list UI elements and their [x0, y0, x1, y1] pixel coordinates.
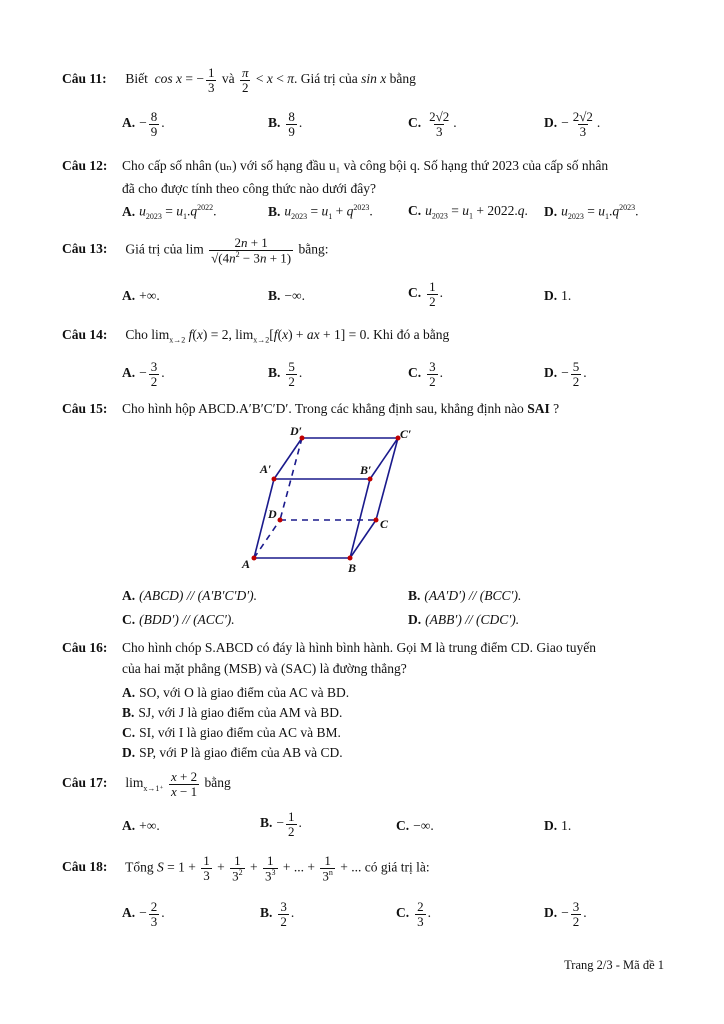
q12-option-d[interactable]: D. $u_{2023} = u_1.q^{2023}$. [544, 203, 639, 222]
q15-option-c[interactable]: C. (BDD′) // (ACC′). [122, 612, 235, 627]
q13-option-c[interactable]: C. $\frac{1}{2}$ . [408, 279, 443, 309]
q11-option-d[interactable]: D. − $\frac{2√2}{3}$ . [544, 109, 601, 139]
edge-ad [254, 520, 280, 558]
label-d1: D′ [290, 424, 303, 438]
edge-b1b [350, 479, 370, 558]
label-b: B [348, 561, 357, 575]
q18-option-b[interactable]: B. $\frac{3}{2}$ . [260, 899, 295, 929]
edge-c1c [376, 438, 398, 520]
label-a: A [242, 557, 251, 571]
q18-option-c[interactable]: C. $\frac{2}{3}$ . [396, 899, 431, 929]
q12-option-a[interactable]: A. $u_{2023} = u_1.q^{2022}$. [122, 203, 217, 222]
q13-option-d[interactable]: D. 1. [544, 288, 572, 303]
label-c1: C′ [400, 427, 412, 441]
q18-option-d[interactable]: D. − $\frac{3}{2}$ . [544, 899, 587, 929]
edge-bc [350, 520, 376, 558]
q16-stem: Câu 16: Cho hình chóp S.ABCD có đáy là hình bình hành. Gọi M là trung điểm CD. Giao tuyến [62, 640, 596, 655]
q18-option-a[interactable]: A. − $\frac{2}{3}$ . [122, 899, 165, 929]
q13-option-b[interactable]: B. −∞. [268, 288, 306, 303]
q14-option-d[interactable]: D. − $\frac{5}{2}$ . [544, 359, 587, 389]
edge-c1b1 [370, 438, 398, 479]
q14-stem: Câu 14: Cho $\lim_{x\to 2} f(x) = 2$, $\lim_{x\to 2}[f(x)$ + ax + 1] = 0. Khi đó a bằng [62, 327, 450, 345]
q12-stem-line2: đã cho được tính theo công thức nào dưới đây? [122, 181, 377, 196]
q17-option-d[interactable]: D. 1. [544, 818, 572, 833]
q14-option-a[interactable]: A. − $\frac{3}{2}$ . [122, 359, 165, 389]
q11-label: Câu 11: [62, 71, 107, 87]
q17-option-a[interactable]: A. +∞. [122, 818, 160, 833]
q18-stem: Câu 18: Tổng S = 1 + $\frac{1}{3}$ + $\frac{1}{3^2}$ + $\frac{1}{3^3}$ + ... + $\frac{1}{3^n}$ + ... có giá trị là: [62, 853, 430, 883]
q15-stem: Câu 15: Cho hình hộp ABCD.A′B′C′D′. Trong các khẳng định sau, khẳng định nào SAI ? [62, 401, 560, 416]
q15-option-a[interactable]: A. (ABCD) // (A′B′C′D′). [122, 588, 258, 603]
label-d: D [268, 507, 277, 521]
q16-stem-line2: của hai mặt phẳng (MSB) và (SAC) là đường thẳng? [122, 661, 407, 676]
q15-option-b[interactable]: B. (AA′D′) // (BCC′). [408, 588, 522, 603]
q11-option-a[interactable]: A. − $\frac{8}{9}$ . [122, 109, 165, 139]
q15-option-d[interactable]: D. (ABB′) // (CDC′). [408, 612, 520, 627]
q17-option-c[interactable]: C. −∞. [396, 818, 434, 833]
page-footer: Trang 2/3 - Mã đề 1 [564, 958, 664, 972]
q17-stem: Câu 17: $\lim_{x\to 1^+}$ $\frac{x + 2}{x - 1}$ bằng [62, 769, 231, 799]
q12-option-b[interactable]: B. $u_{2023} = u_1 + q^{2023}$. [268, 203, 373, 222]
q17-option-b[interactable]: B. − $\frac{1}{2}$ . [260, 809, 302, 839]
edge-d1a1 [274, 438, 302, 479]
q13-option-a[interactable]: A. +∞. [122, 288, 160, 303]
q16-option-b[interactable]: B. SJ, với J là giao điểm của AM và BD. [122, 705, 343, 720]
label-b1: B′ [360, 463, 372, 477]
q16-option-c[interactable]: C. SI, với I là giao điểm của AC và BM. [122, 725, 341, 740]
label-c: C [380, 517, 389, 531]
q14-option-b[interactable]: B. $\frac{5}{2}$ . [268, 359, 303, 389]
parallelepiped-figure [236, 424, 426, 580]
q12-option-c[interactable]: C. $u_{2023} = u_1 + 2022.q$. [408, 203, 528, 221]
q14-option-c[interactable]: C. $\frac{3}{2}$ . [408, 359, 443, 389]
q11-option-c[interactable]: C. $\frac{2√2}{3}$ . [408, 109, 457, 139]
q16-option-d[interactable]: D. SP, với P là giao điểm của AB và CD. [122, 745, 343, 760]
q16-option-a[interactable]: A. SO, với O là giao điểm của AC và BD. [122, 685, 350, 700]
q11-option-b[interactable]: B. $\frac{8}{9}$ . [268, 109, 303, 139]
q13-stem: Câu 13: Giá trị của lim $\frac{2n + 1}{√(4n^2 - 3n + 1)}$ bằng: [62, 235, 329, 265]
q12-stem: Câu 12: Cho cấp số nhân (uₙ) với số hạng đầu u₁ và công bội q. Số hạng thứ 2023 của cấp số nhân [62, 158, 609, 173]
q11-stem: Câu 11: Biết cos x = − $\frac{1}{3}$ và $\frac{\pi}{2}$ < x < π. Giá trị của sin x bằng [62, 65, 416, 95]
label-a1: A′ [260, 462, 272, 476]
